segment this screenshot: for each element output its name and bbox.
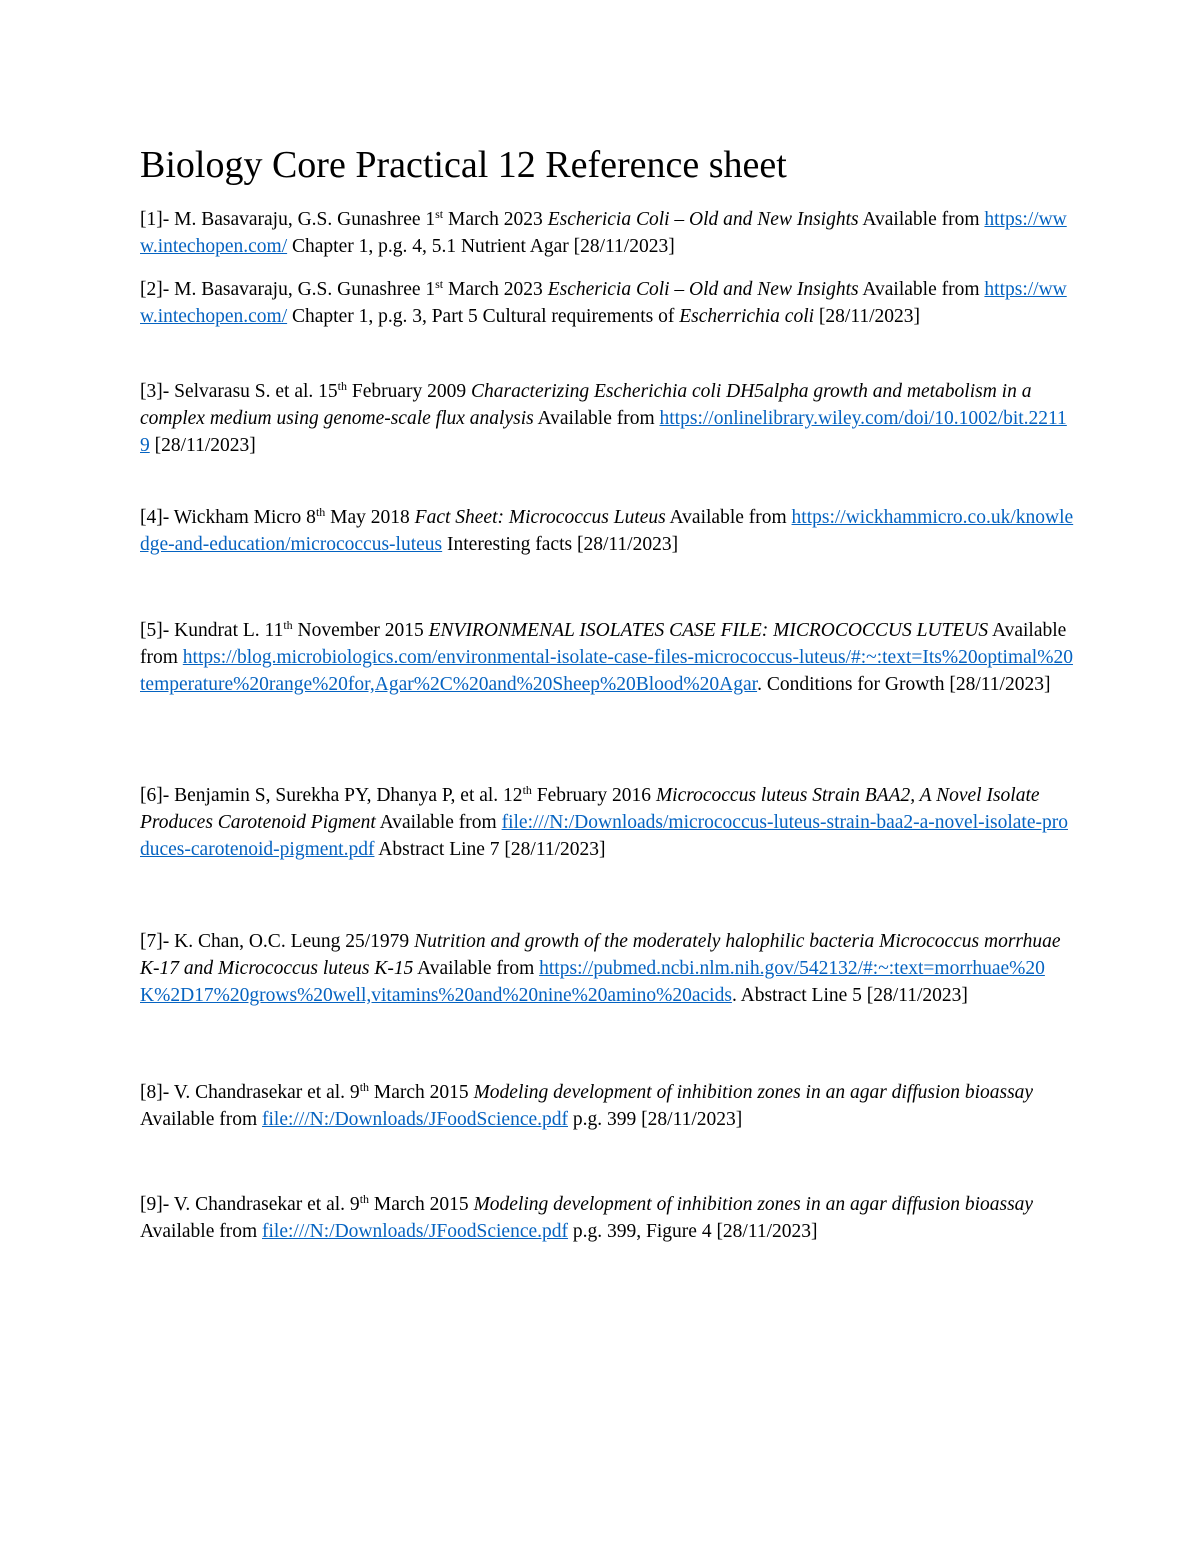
reference-title: Nutrition and growth of the moderately halophilic bacteria Micrococcus morrhuae K-17 and Micrococcus luteus K-15 <box>140 931 1061 979</box>
reference-access-date: [28/11/2023] <box>814 306 921 327</box>
reference-6 <box>140 782 1075 863</box>
reference-link[interactable]: https://wickhammicro.co.uk/knowledge-and-education/micrococcus-luteus <box>140 507 1074 555</box>
date-ordinal: th <box>522 783 532 797</box>
reference-authors: V. Chandrasekar et al. 9 <box>169 1194 360 1215</box>
reference-title: ENVIRONMENAL ISOLATES CASE FILE: MICROCOCCUS LUTEUS <box>428 620 989 641</box>
reference-label: [2]- <box>140 279 170 300</box>
reference-authors: V. Chandrasekar et al. 9 <box>169 1082 360 1103</box>
reference-authors: K. Chan, O.C. Leung 25/1979 <box>169 931 415 952</box>
available-from: Available from <box>858 279 985 300</box>
reference-link[interactable]: https://pubmed.ncbi.nlm.nih.gov/542132/#:~:text=morrhuae%20K%2D17%20grows%20well,vitamins%20and%20nine%20amino%20acids <box>140 958 1045 1006</box>
reference-label: [8]- <box>140 1082 170 1103</box>
available-from: Available from <box>140 1221 263 1242</box>
date-ordinal: th <box>337 379 348 393</box>
reference-label: [4]- <box>140 507 170 528</box>
reference-authors: Benjamin S, Surekha PY, Dhanya P, et al. 12 <box>169 785 523 806</box>
reference-authors: Kundrat L. 11 <box>169 620 284 641</box>
available-from: Available from <box>665 507 792 528</box>
available-from: Available from <box>533 408 660 429</box>
reference-date: May 2018 <box>325 507 415 528</box>
reference-date: March 2015 <box>369 1082 474 1103</box>
reference-link[interactable]: https://www.intechopen.com/ <box>140 209 1067 257</box>
reference-title: Modeling development of inhibition zones in an agar diffusion bioassay <box>473 1194 1034 1215</box>
reference-note: Interesting facts [28/11/2023] <box>442 534 679 555</box>
reference-note: Abstract Line 7 [28/11/2023] <box>374 839 606 860</box>
reference-label: [1]- <box>140 209 170 230</box>
date-ordinal: th <box>315 505 326 519</box>
reference-4 <box>140 504 1075 558</box>
date-ordinal: th <box>359 1080 370 1094</box>
date-ordinal: st <box>435 207 444 221</box>
reference-label: [6]- <box>140 785 170 806</box>
reference-title: Micrococcus luteus Strain BAA2, A Novel Isolate Produces Carotenoid Pigment <box>140 785 1040 833</box>
reference-date: March 2015 <box>369 1194 474 1215</box>
reference-note: . Abstract Line 5 [28/11/2023] <box>731 985 968 1006</box>
date-ordinal: th <box>359 1192 370 1206</box>
reference-date: February 2016 <box>531 785 656 806</box>
reference-title: Characterizing Escherichia coli DH5alpha growth and metabolism in a complex medium using genome-scale flux analysis <box>140 381 1032 429</box>
reference-link[interactable]: file:///N:/Downloads/micrococcus-luteus-strain-baa2-a-novel-isolate-produces-carotenoid-pigment.pdf <box>140 812 1068 860</box>
reference-authors: Selvarasu S. et al. 15 <box>169 381 338 402</box>
reference-link[interactable]: file:///N:/Downloads/JFoodScience.pdf <box>262 1109 569 1130</box>
reference-authors: Wickham Micro 8 <box>169 507 316 528</box>
reference-note: Chapter 1, p.g. 4, 5.1 Nutrient Agar [28/11/2023] <box>287 236 675 257</box>
reference-1 <box>140 206 1075 260</box>
reference-date: March 2023 <box>443 209 548 230</box>
available-from: Available from <box>140 1109 263 1130</box>
reference-9 <box>140 1191 1075 1245</box>
reference-label: [3]- <box>140 381 170 402</box>
reference-date: February 2009 <box>347 381 472 402</box>
reference-5 <box>140 617 1075 698</box>
available-from: Available from <box>413 958 540 979</box>
reference-link[interactable]: https://onlinelibrary.wiley.com/doi/10.1002/bit.22119 <box>140 408 1067 456</box>
available-from: Available from <box>140 620 1067 668</box>
reference-date: March 2023 <box>443 279 548 300</box>
available-from: Available from <box>375 812 502 833</box>
reference-2 <box>140 276 1075 330</box>
reference-species: Escherrichia coli <box>679 306 815 327</box>
reference-title: Modeling development of inhibition zones in an agar diffusion bioassay <box>473 1082 1034 1103</box>
date-ordinal: th <box>283 618 293 632</box>
reference-link[interactable]: https://blog.microbiologics.com/environmental-isolate-case-files-micrococcus-luteus/#:~:text=Its%20optimal%20temperature%20range%20for,Agar%2C%20and%20Sheep%20Blood%20Agar <box>140 647 1073 695</box>
reference-title: Fact Sheet: Micrococcus Luteus <box>414 507 666 528</box>
date-ordinal: st <box>435 277 444 291</box>
reference-note: p.g. 399, Figure 4 [28/11/2023] <box>568 1221 818 1242</box>
reference-label: [5]- <box>140 620 170 641</box>
reference-3 <box>140 378 1075 459</box>
reference-link[interactable]: file:///N:/Downloads/JFoodScience.pdf <box>262 1221 569 1242</box>
reference-note: . Conditions for Growth [28/11/2023] <box>757 674 1051 695</box>
page-title: Biology Core Practical 12 Reference sheet <box>140 144 787 186</box>
reference-note: [28/11/2023] <box>149 435 256 456</box>
reference-authors: M. Basavaraju, G.S. Gunashree 1 <box>169 279 436 300</box>
reference-label: [7]- <box>140 931 170 952</box>
reference-date: November 2015 <box>292 620 429 641</box>
reference-note: Chapter 1, p.g. 3, Part 5 Cultural requirements of <box>287 306 680 327</box>
reference-title: Eschericia Coli – Old and New Insights <box>547 209 859 230</box>
reference-label: [9]- <box>140 1194 170 1215</box>
reference-7 <box>140 928 1075 1009</box>
available-from: Available from <box>858 209 985 230</box>
reference-link[interactable]: https://www.intechopen.com/ <box>140 279 1067 327</box>
reference-authors: M. Basavaraju, G.S. Gunashree 1 <box>169 209 436 230</box>
reference-8 <box>140 1079 1075 1133</box>
reference-note: p.g. 399 [28/11/2023] <box>568 1109 743 1130</box>
reference-title: Eschericia Coli – Old and New Insights <box>547 279 859 300</box>
